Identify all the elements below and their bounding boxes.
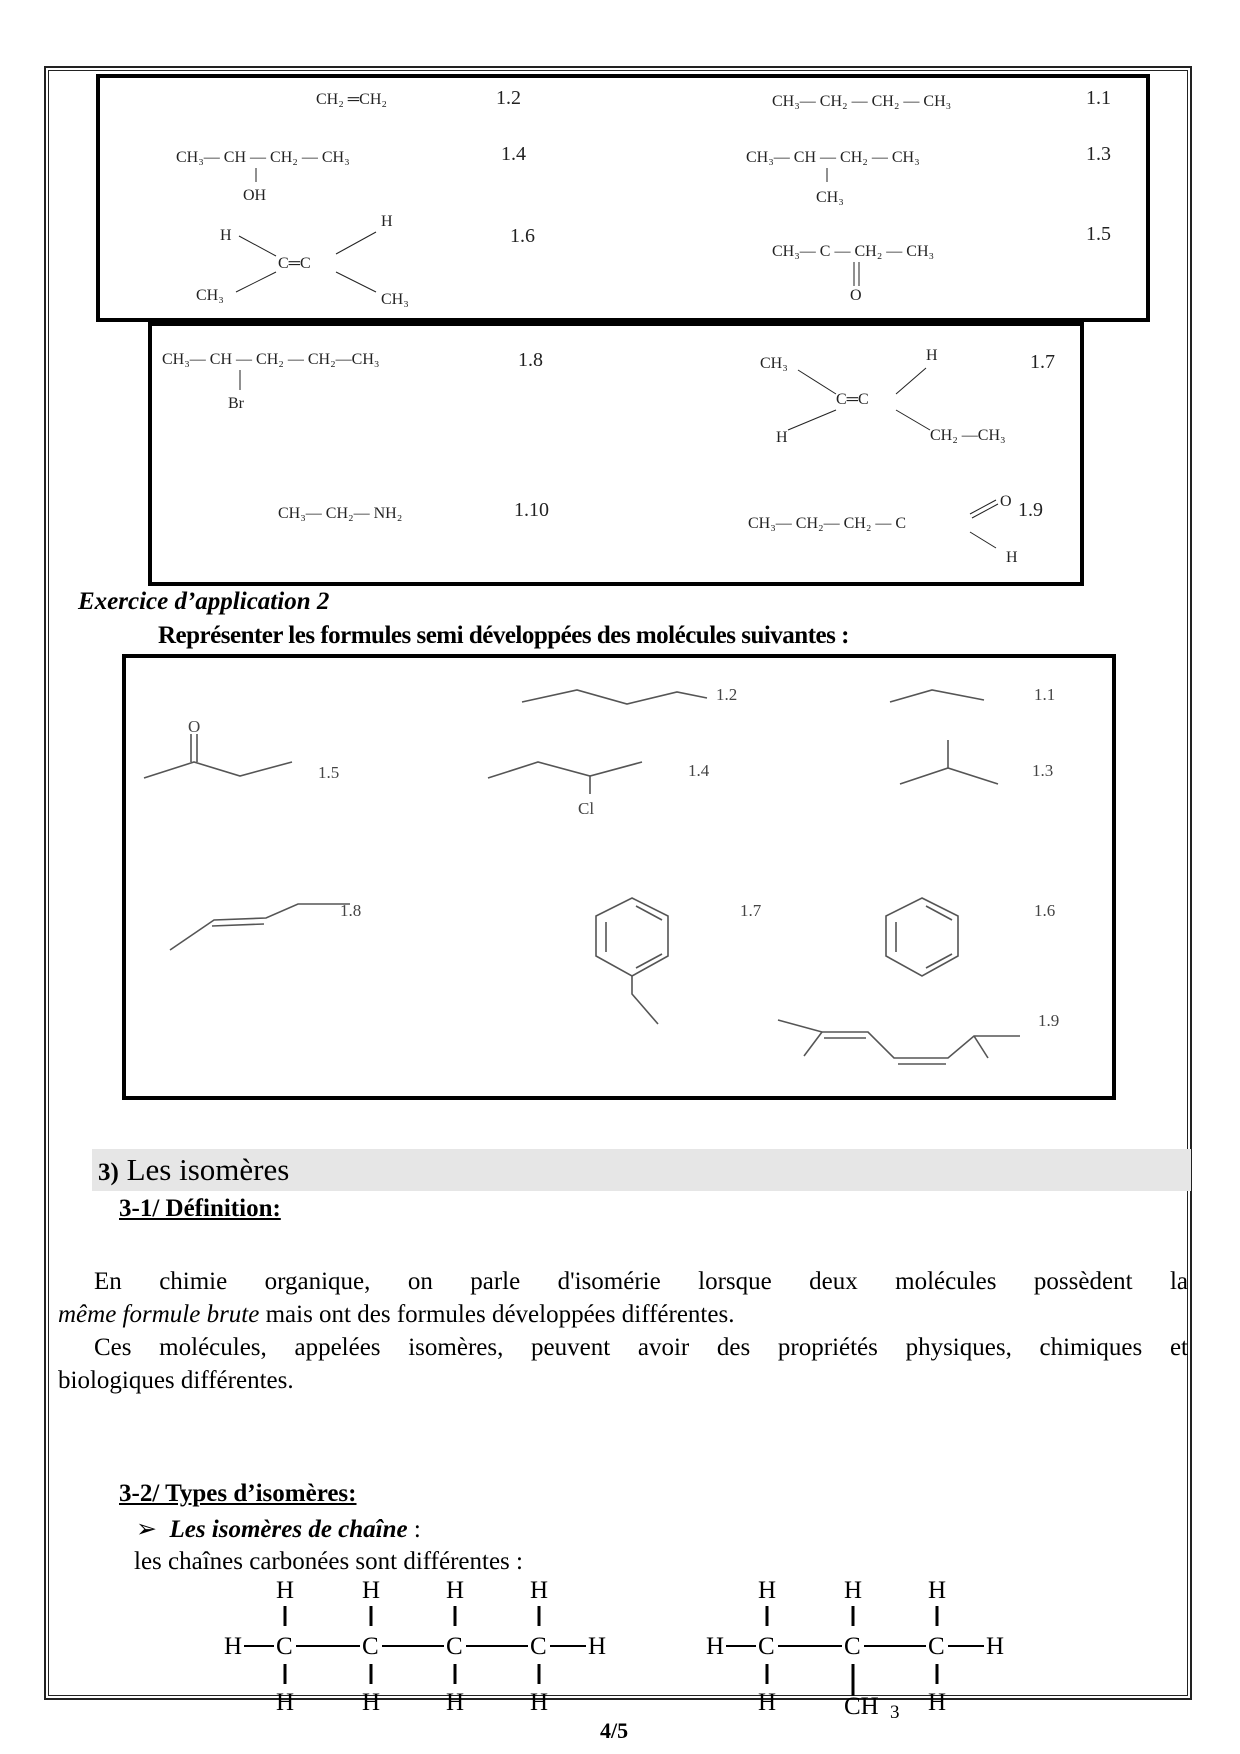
formula-1-7-h1: H (776, 429, 788, 446)
section-3-title: Les isomères (126, 1152, 290, 1187)
atom-h: H (276, 1689, 295, 1716)
skeleton-1-4 (488, 762, 642, 778)
section-3-heading (98, 1152, 289, 1188)
atom-c: C (844, 1633, 861, 1660)
types-heading: 3-2/ Types d’isomères: (119, 1480, 357, 1507)
atom-h: H (588, 1633, 607, 1660)
definition-rest: mais ont des formules développées différentes. (259, 1301, 735, 1328)
formula-1-6-me1: CH₃ (196, 287, 224, 304)
section-3-number: 3) (98, 1159, 119, 1186)
label-1-8: 1.8 (518, 349, 543, 371)
bullet-marker: ➢ (136, 1516, 157, 1543)
atom-cl: Cl (578, 799, 595, 818)
label-1-5: 1.5 (1086, 223, 1111, 245)
atom-h: H (928, 1689, 947, 1716)
atom-h: H (362, 1689, 381, 1716)
formula-1-8-sub: Br (228, 395, 244, 412)
exercise-2-instruction: Représenter les formules semi développées des molécules suivantes : (158, 622, 849, 649)
atom-h: H (276, 1577, 295, 1604)
atom-c: C (530, 1633, 547, 1660)
formula-1-7-tail: CH₂ —CH₃ (930, 427, 1006, 444)
skeleton-1-5 (144, 762, 292, 778)
skeleton-1-1 (890, 690, 984, 702)
bullet-colon: : (407, 1516, 421, 1543)
formula-1-6-center: C═C (278, 255, 311, 272)
formula-1-5-sub: O (850, 287, 862, 304)
atom-c: C (446, 1633, 463, 1660)
label-b3-1-6: 1.6 (1034, 901, 1056, 920)
label-b3-1-8: 1.8 (340, 901, 362, 920)
atom-h: H (758, 1689, 777, 1716)
atom-c: C (276, 1633, 293, 1660)
atom-h: H (706, 1633, 725, 1660)
label-b3-1-9: 1.9 (1038, 1011, 1060, 1030)
label-1-1: 1.1 (1086, 87, 1111, 109)
formula-1-6-me2: CH₃ (381, 291, 409, 308)
formula-1-9-o: O (1000, 493, 1012, 510)
formula-1-9: CH₃— CH₂— CH₂ — C (748, 515, 907, 532)
definition-heading: 3-1/ Définition: (119, 1195, 281, 1222)
atom-h: H (446, 1689, 465, 1716)
definition-line-2 (58, 1298, 1188, 1331)
formula-1-9-h: H (1006, 549, 1018, 566)
label-b3-1-5: 1.5 (318, 763, 340, 782)
atom-h: H (530, 1577, 549, 1604)
formula-1-10: CH₃— CH₂— NH₂ (278, 505, 403, 522)
label-1-4: 1.4 (501, 143, 526, 165)
bullet-text: les chaînes carbonées sont différentes : (134, 1548, 523, 1575)
formula-1-7-center: C═C (836, 391, 869, 408)
atom-h: H (224, 1633, 243, 1660)
atom-o: O (188, 717, 201, 736)
atom-h: H (362, 1577, 381, 1604)
formula-1-7-me: CH₃ (760, 355, 788, 372)
label-b3-1-1: 1.1 (1034, 685, 1056, 704)
atom-c: C (758, 1633, 775, 1660)
formula-box-2 (148, 322, 1086, 588)
definition-line-4: biologiques différentes. (58, 1367, 294, 1394)
label-1-2: 1.2 (496, 87, 521, 109)
label-b3-1-4: 1.4 (688, 761, 710, 780)
formula-1-4: CH₃— CH — CH₂ — CH₃ (176, 149, 350, 166)
formula-1-6-h2: H (381, 213, 393, 230)
formula-1-5: CH₃— C — CH₂ — CH₃ (772, 243, 935, 260)
formula-1-7-h2: H (926, 347, 938, 364)
formula-1-8: CH₃— CH — CH₂ — CH₂—CH₃ (162, 351, 380, 368)
atom-ch3: CH (844, 1693, 879, 1720)
atom-h: H (446, 1577, 465, 1604)
formula-box-1 (96, 74, 1152, 324)
skeleton-1-3 (900, 768, 998, 784)
atom-c: C (928, 1633, 945, 1660)
formula-1-1: CH₃— CH₂ — CH₂ — CH₃ (772, 93, 952, 110)
butane-isomers-structures (210, 1574, 1030, 1724)
label-1-9: 1.9 (1018, 499, 1043, 521)
formula-1-2: CH₂ ═CH₂ (316, 91, 387, 108)
atom-h: H (530, 1689, 549, 1716)
formula-1-3-sub: CH₃ (816, 189, 844, 206)
atom-c: C (362, 1633, 379, 1660)
skeleton-1-8 (170, 904, 350, 950)
label-1-6: 1.6 (510, 225, 535, 247)
atom-ch3-index: 3 (890, 1702, 900, 1723)
label-b3-1-2: 1.2 (716, 685, 738, 704)
definition-line-3: Ces molécules, appelées isomères, peuvent avoir des propriétés physiques, chimiques et (94, 1334, 1188, 1361)
atom-h: H (928, 1577, 947, 1604)
bullet-title: Les isomères de chaîne (169, 1516, 408, 1543)
atom-h: H (758, 1577, 777, 1604)
bullet-chain-isomers (136, 1514, 421, 1544)
label-1-7: 1.7 (1030, 351, 1055, 373)
label-b3-1-7: 1.7 (740, 901, 762, 920)
formula-1-4-sub: OH (243, 187, 267, 204)
label-1-3: 1.3 (1086, 143, 1111, 165)
skeleton-1-2 (522, 690, 707, 704)
label-1-10: 1.10 (514, 499, 549, 521)
page-number: 4/5 (600, 1718, 629, 1743)
definition-line-1: En chimie organique, on parle d'isomérie lorsque deux molécules possèdent la (94, 1268, 1188, 1295)
skeletal-box-3 (122, 654, 1118, 1102)
formula-1-3: CH₃— CH — CH₂ — CH₃ (746, 149, 920, 166)
label-b3-1-3: 1.3 (1032, 761, 1054, 780)
formula-1-6-h1: H (220, 227, 232, 244)
atom-h: H (844, 1577, 863, 1604)
definition-italic: même formule brute (58, 1301, 260, 1328)
atom-h: H (986, 1633, 1005, 1660)
exercise-2-title: Exercice d’application 2 (78, 588, 330, 615)
